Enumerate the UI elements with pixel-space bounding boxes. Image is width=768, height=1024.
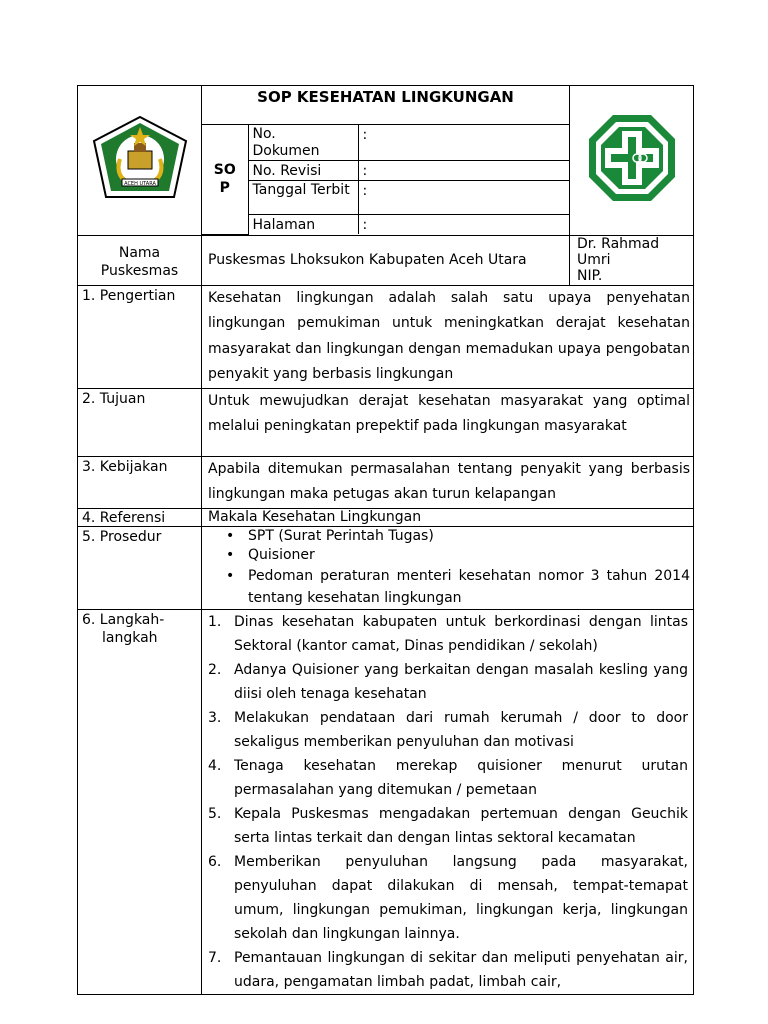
- bullet-icon: •: [226, 546, 235, 563]
- langkah-step: 6. Memberikan penyuluhan langsung pada masyarakat, penyuluhan dapat dilakukan di mensah, tempat-temapat umum, lingkungan pemukiman, lingkungan kerja, lingkungan sekolah dan lingkungan lainnya.: [208, 853, 688, 942]
- prosedur-item: • SPT (Surat Perintah Tugas): [226, 527, 434, 544]
- langkah-step: 1. Dinas kesehatan kabupaten untuk berkordinasi dengan lintas Sektoral (kantor camat, Dinas pendidikan / sekolah): [208, 613, 688, 654]
- meta-value-halaman: :: [358, 215, 569, 235]
- prosedur-item: • Pedoman peraturan menteri kesehatan nomor 3 tahun 2014 tentang kesehatan lingkungan: [202, 565, 690, 609]
- section-label-pengertian: 1. Pengertian: [78, 285, 202, 388]
- section-list-prosedur: [202, 526, 694, 609]
- signer-name: Dr. Rahmad Umri: [577, 235, 660, 268]
- sop-label: SO P: [202, 125, 248, 235]
- header-center-cell: [202, 86, 570, 236]
- sop-document: [77, 85, 693, 995]
- section-label-referensi: 4. Referensi: [78, 508, 202, 526]
- section-label-langkah: 6. Langkah- langkah: [78, 609, 202, 994]
- section-list-langkah: [202, 609, 694, 994]
- meta-label-dokumen: No. Dokumen: [248, 125, 358, 161]
- puskesmas-name: Puskesmas Lhoksukon Kabupaten Aceh Utara: [202, 235, 570, 285]
- section-text-referensi: Makala Kesehatan Lingkungan: [202, 508, 694, 526]
- signer-nip: NIP.: [577, 267, 603, 284]
- signer-cell: [570, 235, 694, 285]
- meta-label-revisi: No. Revisi: [248, 161, 358, 181]
- meta-value-tanggal: :: [358, 181, 569, 215]
- sop-meta-table: [202, 124, 569, 235]
- aceh-utara-emblem-icon: [92, 115, 188, 201]
- bullet-icon: •: [226, 527, 235, 544]
- langkah-step: 7. Pemantauan lingkungan di sekitar dan meliputi penyehatan air, udara, pengamatan limbah padat, limbah cair,: [208, 949, 688, 990]
- section-label-prosedur: 5. Prosedur: [78, 526, 202, 609]
- sop-title: SOP KESEHATAN LINGKUNGAN: [257, 88, 514, 106]
- puskesmas-logo-icon: [586, 112, 678, 204]
- sop-table: [77, 85, 694, 995]
- section-label-kebijakan: 3. Kebijakan: [78, 456, 202, 508]
- emblem-ribbon-text: ACEH UTARA: [123, 180, 156, 187]
- langkah-step: 5. Kepala Puskesmas mengadakan pertemuan dengan Geuchik serta lintas terkait dan dengan lintas sektoral kecamatan: [208, 805, 688, 846]
- langkah-step: 2. Adanya Quisioner yang berkaitan dengan masalah kesling yang diisi oleh tenaga kesehatan: [208, 661, 688, 702]
- langkah-step: 3. Melakukan pendataan dari rumah kerumah / door to door sekaligus memberikan penyuluhan dan motivasi: [208, 709, 688, 750]
- section-text-pengertian: Kesehatan lingkungan adalah salah satu upaya penyehatan lingkungan pemukiman untuk meningkatkan derajat kesehatan masyarakat dan lingkungan dengan memadukan upaya pengobatan penyakit yang berbasis lingkungan: [202, 285, 694, 388]
- meta-label-halaman: Halaman: [248, 215, 358, 235]
- puskesmas-name-label: Nama Puskesmas: [78, 235, 202, 285]
- langkah-step: 4. Tenaga kesehatan merekap quisioner menurut urutan permasalahan yang ditemukan / pemetaan: [208, 757, 688, 798]
- prosedur-item: • Quisioner: [226, 546, 315, 563]
- section-text-tujuan: Untuk mewujudkan derajat kesehatan masyarakat yang optimal melalui peningkatan prepektif pada lingkungan masyarakat: [202, 388, 694, 456]
- bullet-icon: •: [226, 567, 235, 584]
- section-label-tujuan: 2. Tujuan: [78, 388, 202, 456]
- meta-value-dokumen: :: [358, 125, 569, 161]
- puskesmas-logo-cell: [570, 86, 694, 236]
- district-logo-cell: [78, 86, 202, 236]
- section-text-kebijakan: Apabila ditemukan permasalahan tentang penyakit yang berbasis lingkungan maka petugas akan turun kelapangan: [202, 456, 694, 508]
- meta-label-tanggal: Tanggal Terbit: [248, 181, 358, 215]
- meta-value-revisi: :: [358, 161, 569, 181]
